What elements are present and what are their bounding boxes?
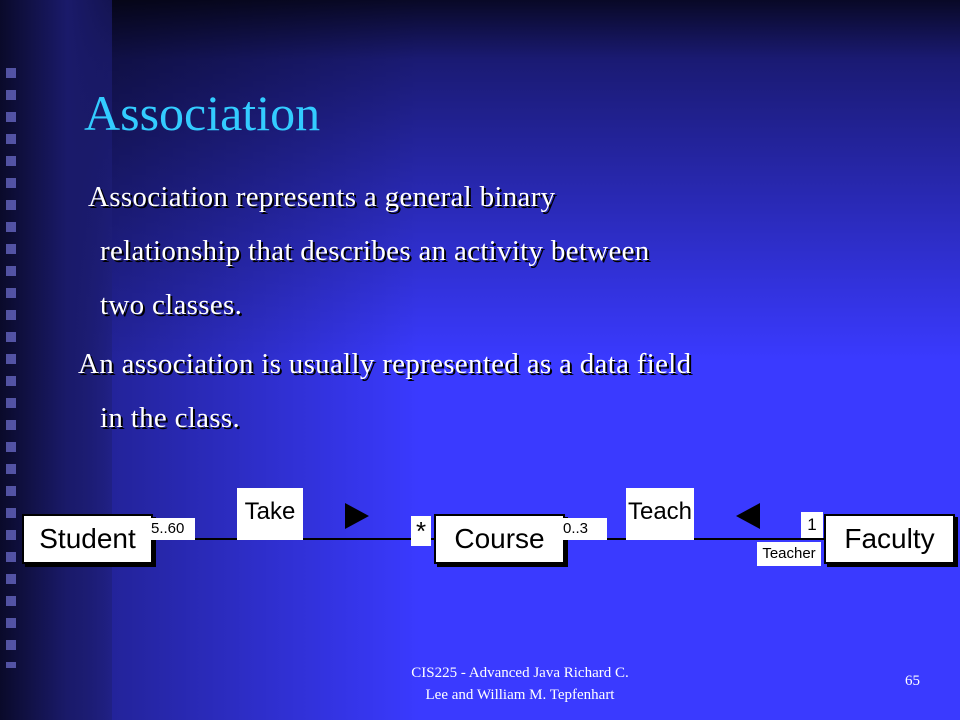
multiplicity-many: * [411,516,431,546]
page-number: 65 [905,673,920,689]
slide-footer [360,662,680,706]
multiplicity-one: 1 [801,512,823,538]
paragraph-implementation [78,337,858,445]
paragraph-definition [88,170,848,332]
footer-line: Lee and William M. Tepfenhart [425,687,615,703]
association-teach-label: Teach [626,488,694,540]
decorative-squares [6,68,16,668]
association-take-label: Take [237,488,303,540]
class-course: Course [434,514,565,564]
footer-line: CIS225 - Advanced Java Richard C. [411,665,629,681]
paragraph-line: Association represents a general binary [88,181,556,213]
direction-left-icon [736,503,760,529]
multiplicity-0-3: 0..3 [563,518,607,540]
class-student: Student [22,514,153,564]
multiplicity-5-60: 5..60 [151,518,195,540]
class-faculty: Faculty [824,514,955,564]
paragraph-line: in the class. [100,402,241,434]
direction-right-icon [345,503,369,529]
paragraph-line: two classes. [100,289,243,321]
slide-title: Association [84,85,321,141]
role-teacher-label: Teacher [757,542,821,566]
paragraph-line: relationship that describes an activity between [100,235,650,267]
paragraph-line: An association is usually represented as a data field [78,348,692,380]
